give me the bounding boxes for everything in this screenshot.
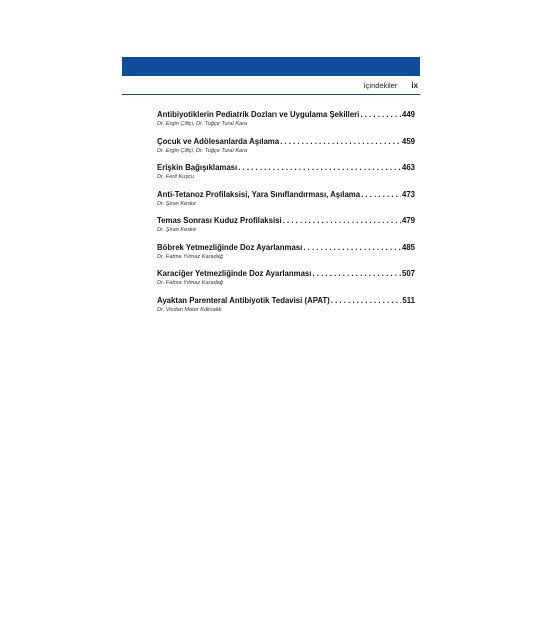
toc-entry-title: Antibiyotiklerin Pediatrik Dozları ve Uygulama Şekilleri bbox=[157, 110, 360, 119]
toc-entry-title: Böbrek Yetmezliğinde Doz Ayarlanması bbox=[157, 242, 303, 252]
toc-entry-title: Anti-Tetanoz Profilaksisi, Yara Sınıflandırması, Aşılama bbox=[157, 189, 361, 199]
toc-entry-page: 449 bbox=[401, 110, 415, 119]
toc-entry-page: 463 bbox=[401, 163, 415, 172]
toc-entry bbox=[157, 137, 415, 154]
toc-leader bbox=[361, 190, 401, 199]
header-banner bbox=[122, 57, 420, 76]
toc-entry bbox=[157, 296, 415, 313]
toc-entry-title: Temas Sonrası Kuduz Profilaksisi bbox=[157, 216, 282, 225]
toc-entry-title: Karaciğer Yetmezliğinde Doz Ayarlanması bbox=[157, 269, 312, 278]
toc-entry bbox=[157, 190, 415, 207]
toc-entry-author: Dr. Ergin Çiftçi, Dr. Tuğçe Tural Kara bbox=[157, 147, 248, 154]
toc-entry-title: Çocuk ve Adölesanlarda Aşılama bbox=[157, 136, 280, 146]
toc-leader bbox=[303, 243, 401, 252]
toc-leader bbox=[238, 163, 401, 172]
toc-entry-title: Ayaktan Parenteral Antibiyotik Tedavisi (APAT) bbox=[157, 295, 330, 305]
toc-entry-page: 473 bbox=[401, 189, 415, 199]
toc-entry-page: 485 bbox=[401, 242, 415, 252]
toc-entry-author: Dr. Fatma Yılmaz Karadağ bbox=[157, 253, 223, 260]
toc-entry-author: Dr. Fatma Yılmaz Karadağ bbox=[157, 280, 223, 286]
toc-entry-page: 507 bbox=[401, 269, 415, 278]
running-header-page-number: ix bbox=[411, 80, 418, 90]
toc-entry bbox=[157, 216, 415, 233]
toc-entry-title: Erişkin Bağışıklaması bbox=[157, 163, 238, 172]
toc-entry-page: 479 bbox=[401, 216, 415, 225]
toc-entry-page: 511 bbox=[402, 295, 415, 305]
running-header-section: İçindekiler bbox=[363, 80, 398, 90]
toc-leader bbox=[360, 110, 401, 119]
toc-entry-author: Dr. Şiran Keske bbox=[157, 200, 196, 207]
toc-leader bbox=[283, 216, 401, 225]
toc-entry-author: Dr. Ergin Çiftçi, Dr. Tuğçe Tural Kara bbox=[157, 121, 248, 127]
toc-entry bbox=[157, 163, 415, 180]
toc-entry-author: Dr. Şiran Keske bbox=[157, 227, 196, 233]
toc-leader bbox=[331, 296, 402, 305]
toc-entry-author: Dr. Ferit Kuşcu bbox=[157, 174, 195, 180]
toc-entry-page: 459 bbox=[401, 136, 415, 146]
book-page bbox=[122, 57, 420, 322]
toc-entry bbox=[157, 110, 415, 127]
toc-entry bbox=[157, 243, 415, 260]
toc-leader bbox=[312, 269, 401, 278]
toc-entry-author: Dr. Vicdan Motor Köksaldı bbox=[157, 306, 222, 313]
toc-entry bbox=[157, 269, 415, 286]
running-header bbox=[122, 76, 420, 95]
table-of-contents bbox=[157, 110, 415, 313]
toc-leader bbox=[280, 137, 401, 146]
